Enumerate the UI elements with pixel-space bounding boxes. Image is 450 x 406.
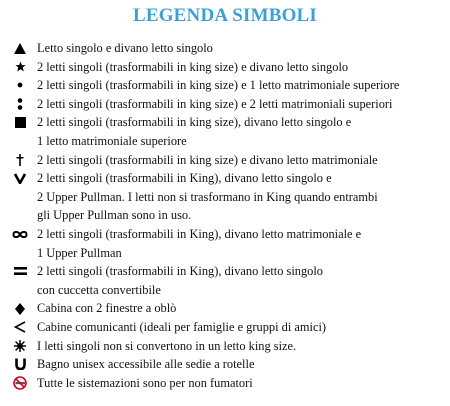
legend-item-text: Tutte le sistemazioni sono per non fumatori xyxy=(37,375,253,390)
legend-item-text-continued: 2 Upper Pullman. I letti non si trasformano in King quando entrambi xyxy=(37,189,378,204)
no-smoking-icon xyxy=(9,374,31,393)
legend-item-text: 2 letti singoli (trasformabili in king size) e divano letto matrimoniale xyxy=(37,152,378,167)
legend-item-text: 2 letti singoli (trasformabili in king size) e 1 letto matrimoniale superiore xyxy=(37,78,400,93)
legend-item-square xyxy=(9,113,444,150)
legend-item-infinity xyxy=(9,225,444,262)
legend-item-colon xyxy=(9,95,444,114)
legend-item-text: Bagno unisex accessibile alle sedie a rotelle xyxy=(37,357,255,372)
legend-item-text: 2 letti singoli (trasformabili in king size) e divano letto singolo xyxy=(37,59,349,74)
legend-item-equals xyxy=(9,262,444,299)
legend-item-text-continued: 1 letto matrimoniale superiore xyxy=(37,133,187,148)
legend-item-text: 2 letti singoli (trasformabili in King), divano letto singolo xyxy=(37,264,323,279)
legend-title: LEGENDA SIMBOLI xyxy=(132,5,318,26)
legend-item-text: 2 letti singoli (trasformabili in King), divano letto singolo e xyxy=(37,171,332,186)
triangle-icon xyxy=(9,39,31,58)
colon-icon xyxy=(9,95,31,114)
symbol-legend-list xyxy=(9,39,444,392)
legend-item-diamond xyxy=(9,299,444,318)
legend-item-u xyxy=(9,355,444,374)
legend-item-text-continued: 1 Upper Pullman xyxy=(37,245,122,260)
equals-icon xyxy=(9,262,31,281)
star-icon xyxy=(9,58,31,77)
legend-item-text-continued: gli Upper Pullman sono in uso. xyxy=(37,208,192,223)
legend-item-dot xyxy=(9,76,444,95)
legend-item-no-smoking xyxy=(9,374,444,393)
infinity-icon xyxy=(9,225,31,244)
legend-item-star xyxy=(9,58,444,77)
diamond-icon xyxy=(9,299,31,318)
legend-item-text-continued: con cuccetta convertibile xyxy=(37,282,161,297)
legend-item-text: Letto singolo e divano letto singolo xyxy=(37,41,213,55)
legend-item-chevron xyxy=(9,318,444,337)
dagger-icon xyxy=(9,151,31,170)
u-icon xyxy=(9,355,31,374)
dot-icon xyxy=(9,76,31,95)
legend-item-text: 2 letti singoli (trasformabili in king size), divano letto singolo e xyxy=(37,115,352,130)
square-icon xyxy=(9,113,31,132)
legend-item-text: 2 letti singoli (trasformabili in king size) e 2 letti matrimoniali superiori xyxy=(37,96,393,111)
legend-item-v xyxy=(9,169,444,225)
legend-item-text: Cabina con 2 finestre a oblò xyxy=(37,301,177,316)
legend-item-single-bed-sofa xyxy=(9,39,444,58)
legend-item-text: 2 letti singoli (trasformabili in King), divano letto matrimoniale e xyxy=(37,226,362,241)
legend-item-text: Cabine comunicanti (ideali per famiglie e gruppi di amici) xyxy=(37,319,327,334)
legend-item-dagger xyxy=(9,151,444,170)
legend-item-text: I letti singoli non si convertono in un letto king size. xyxy=(37,338,297,353)
v-icon xyxy=(9,169,31,188)
legend-item-asterisk xyxy=(9,337,444,356)
asterisk-icon xyxy=(9,337,31,356)
chevron-left-icon xyxy=(9,318,31,337)
